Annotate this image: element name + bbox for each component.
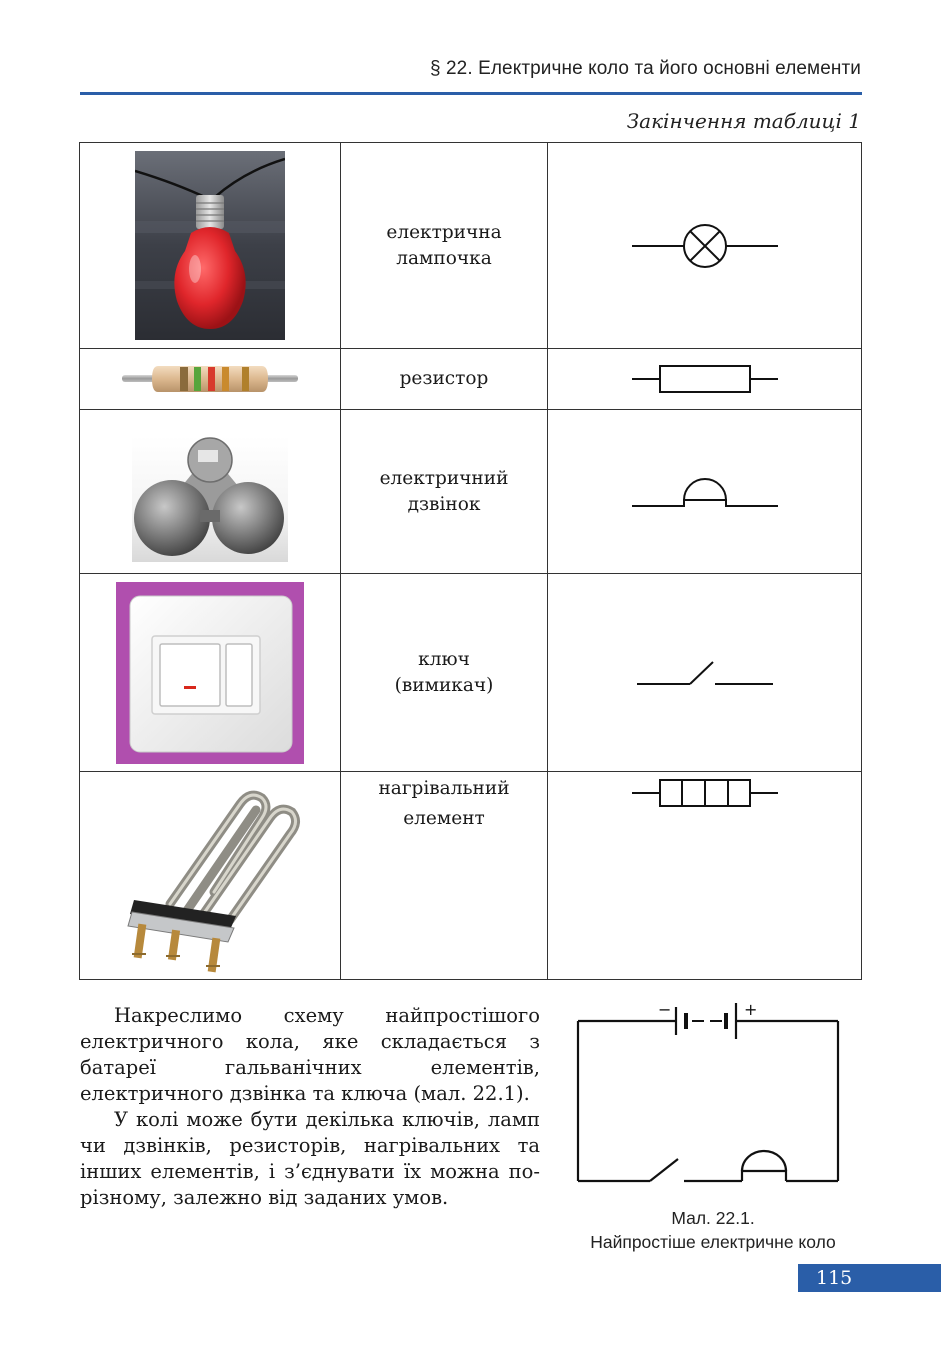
element-name: нагрівальний bbox=[378, 778, 510, 799]
element-name-cell bbox=[341, 410, 548, 574]
body-text bbox=[80, 1003, 540, 1211]
figure-number: Мал. 22.1. bbox=[671, 1208, 755, 1228]
paragraph: Накреслимо схему найпростішого електричного кола, яке складається з батареї гальванічних елементів, електричного дзвінка та ключа (мал. 22.1). bbox=[80, 1004, 540, 1105]
element-name-cell bbox=[341, 349, 548, 410]
figure-title: Найпростіше електричне коло bbox=[590, 1232, 836, 1252]
table-row bbox=[80, 410, 862, 574]
circuit-diagram bbox=[566, 993, 860, 1188]
header-divider bbox=[80, 92, 862, 95]
element-name-cell bbox=[341, 143, 548, 349]
table-caption: Закінчення таблиці 1 bbox=[626, 109, 861, 133]
element-name-wrap bbox=[341, 776, 547, 832]
minus-sign: − bbox=[658, 1000, 672, 1019]
running-header: § 22. Електричне коло та його основні елементи bbox=[429, 58, 861, 79]
symbol-cell bbox=[548, 410, 862, 574]
table-row bbox=[80, 574, 862, 772]
element-name-cell bbox=[341, 574, 548, 772]
lamp-symbol bbox=[630, 221, 780, 271]
symbol-cell bbox=[548, 772, 862, 980]
red-light-bulb-photo bbox=[135, 151, 285, 340]
photo-cell bbox=[80, 772, 341, 980]
element-name: лампочка bbox=[396, 247, 492, 269]
element-name: дзвінок bbox=[407, 493, 481, 515]
table-row bbox=[80, 772, 862, 980]
resistor-photo bbox=[122, 362, 298, 396]
element-name: резистор bbox=[399, 368, 489, 389]
photo-cell bbox=[80, 143, 341, 349]
element-name: електричний bbox=[379, 467, 509, 489]
electric-bell-photo bbox=[132, 436, 288, 562]
switch-symbol bbox=[635, 656, 775, 690]
element-name: елемент bbox=[403, 808, 485, 829]
element-name: (вимикач) bbox=[394, 674, 494, 696]
heater-symbol bbox=[630, 776, 780, 810]
figure-caption bbox=[560, 1206, 866, 1254]
photo-cell bbox=[80, 410, 341, 574]
table-row bbox=[80, 143, 862, 349]
resistor-symbol bbox=[630, 362, 780, 396]
photo-cell bbox=[80, 349, 341, 410]
table-row bbox=[80, 349, 862, 410]
page-number: 115 bbox=[798, 1264, 941, 1292]
element-name-cell bbox=[341, 772, 548, 980]
symbol-cell bbox=[548, 574, 862, 772]
circuit-elements-table bbox=[79, 142, 862, 980]
wall-switch-photo bbox=[116, 582, 304, 764]
element-name: електрична bbox=[386, 221, 502, 243]
paragraph: У колі може бути декілька ключів, ламп чи дзвінків, резисторів, нагрівальних та інших елементів, і з’єднувати їх можна по-різному, залежно від заданих умов. bbox=[80, 1108, 540, 1209]
symbol-cell bbox=[548, 349, 862, 410]
plus-sign: + bbox=[744, 1000, 758, 1019]
symbol-cell bbox=[548, 143, 862, 349]
heating-element-photo bbox=[110, 784, 310, 976]
element-name: ключ bbox=[418, 648, 470, 670]
bell-symbol bbox=[630, 472, 780, 512]
photo-cell bbox=[80, 574, 341, 772]
